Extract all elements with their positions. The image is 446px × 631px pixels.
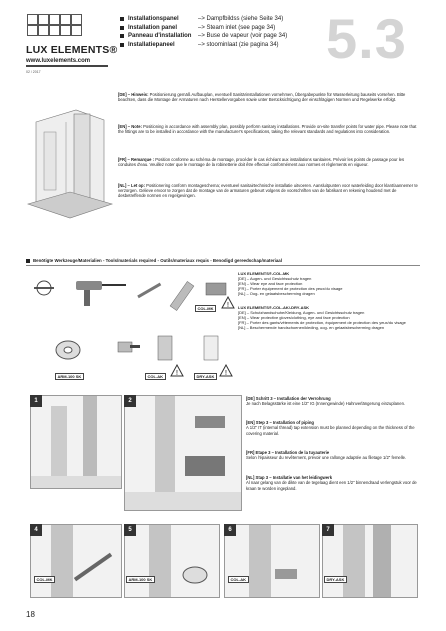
step-5-illustration [124,524,220,598]
label-arm-100-sk: ARM-100 SK [55,373,84,380]
divider [26,65,108,67]
tools-row-icons [28,275,233,325]
page-number: 18 [26,610,35,619]
step-3-en: [EN] Step 3 – Installation of piping A 1/2" IT (internal thread) tap extension must be planned depending on the thickness of the covering material. [246,420,415,436]
svg-text:!: ! [227,302,229,309]
divider [26,265,420,266]
step-3-nl: [NL] Stap 3 – Installatie van het leidingwerk Al naar gelang van de dikte van de tegelaag dient een 1/2" binnendraad verlengstuk voor de kraan te worden ingepland. [246,475,417,491]
note-en: [EN] – Note: Positioning in accordance with assembly plan, possibly perform sanitary installations. Provide on-site transfer points for water pipe. Please note that the fittings are to be installed in accordance with the manufacturer's specifications, taking the relevant standards and regulations into consideration. [118,124,417,135]
step-badge: 7 [322,524,334,536]
step-badge: 4 [30,524,42,536]
col-ak-safety-info: LUX ELEMENTS®-COL-AK/-DRY-ASK [DE] – Schutzhandschuhe/Kleidung, Augen- und Gesichtsschutz tragen [EN] – Wear protective gloves/clothing, eye and face protection [FR] – Porter des gants/vêtements de protection, équipement de protection des yeux/du visage [NL] – Beschermende handschoenen/kleding, oog- en gelaatsbescherming dragen [238,305,406,330]
col-mk-safety-info: LUX ELEMENTS®-COL-MK [DE] – Augen- und Gesichtsschutz tragen [EN] – Wear eye and face protection [FR] – Porter équipement de protection des yeux/du visage [NL] – Oog- en gelaatsbescherming dragen [238,271,343,296]
shower-assembly-illustration [26,92,114,222]
label-arm-100-sk: ARM-100 SK [126,576,155,583]
materials-title: Benötigte Werkzeuge/Materialien - Tools/materials required - Outils/materiaux requis - Benodigd gereedschap/materiaal [26,258,282,263]
label-col-mk: COL-MK [34,576,55,583]
label-col-ak: COL-AK [145,373,166,380]
heading-list [120,15,287,49]
step-2-illustration [124,395,242,511]
heading-row: Installatiepaneel –> stoominlaat (zie pagina 34) [120,41,287,50]
logo-grid-icon [27,14,83,44]
label-dry-ask: DRY-ASK [324,576,347,583]
step-6-illustration [224,524,320,598]
heading-row: Installation panel –> Steam inlet (see page 34) [120,24,287,33]
step-badge: 2 [124,395,136,407]
step-badge: 6 [224,524,236,536]
label-dry-ask: DRY-ASK [194,373,217,380]
step-7-illustration [322,524,418,598]
step-4-illustration [30,524,122,598]
brand-url[interactable]: www.luxelements.com [26,58,91,64]
heading-row: Panneau d'installation –> Buse de vapeur (voir page 34) [120,32,287,41]
warning-icon [219,364,233,377]
svg-text:!: ! [225,370,227,377]
note-de: [DE] – Hinweis: Positionierung gemäß Aufbauplan, eventuell Sanitärinstallationen vornehmen, Übergabepunkte für Wasserleitung bauseits vorsehen. Bitte beachten, dass die Montage der Armaturen nach Herstellervorgaben sowie unter Berücksichtigung der einschlägigen Normen und Regelwerke erfolgt. [118,92,406,103]
brand-name: LUX ELEMENTS® [26,44,118,56]
doc-code: 02 / 2017 [26,70,41,74]
label-col-ak: COL-AK [228,576,249,583]
section-number: 5.3 [326,7,407,70]
note-fr: [FR] – Remarque : Position conforme au schéma de montage, procéder le cas échéant aux installations sanitaires. Prévoir les points de passage pour les conduites d'eau. Veuillez noter que le montage de la robinetterie doit être effectué conformément aux normes et règlements en vigueur. [118,157,405,168]
warning-icon [221,296,235,309]
step-3-de: [DE] Schritt 3 – Installation der Verrohrung Je nach Belagsstärke ist eine 1/2" IG (Innengewinde) Hahnverlängerung einzuplanen. [246,396,406,407]
step-1-illustration [30,395,122,489]
heading-row: Installationspanel –> Dampfbildss (siehe Seite 34) [120,15,287,24]
step-badge: 5 [124,524,136,536]
label-col-mk: COL-MK [195,305,216,312]
svg-text:!: ! [176,370,178,377]
warning-icon [170,364,184,377]
materials-row-icons [28,332,233,372]
note-nl: [NL] – Let op: Positionering conform montageschema; eventueel sanitairtechnische installatie uitvoeren. Aansluitpunten voor waterleiding door klant/aannemer te verzorgen. Gelieve ervoor te zorgen dat de montage van de armaturen gebeurt volgens de voorschriften van de fabrikant en rekening houdend met de desbetreffende normen en regelgevingen. [118,183,418,199]
step-3-fr: [FR] Etape 3 – Installation de la tuyauterie Selon l'épaisseur du revêtement, prévoir une rallonge adaptée au filetage 1/2" femelle. [246,450,407,461]
step-badge: 1 [30,395,42,407]
